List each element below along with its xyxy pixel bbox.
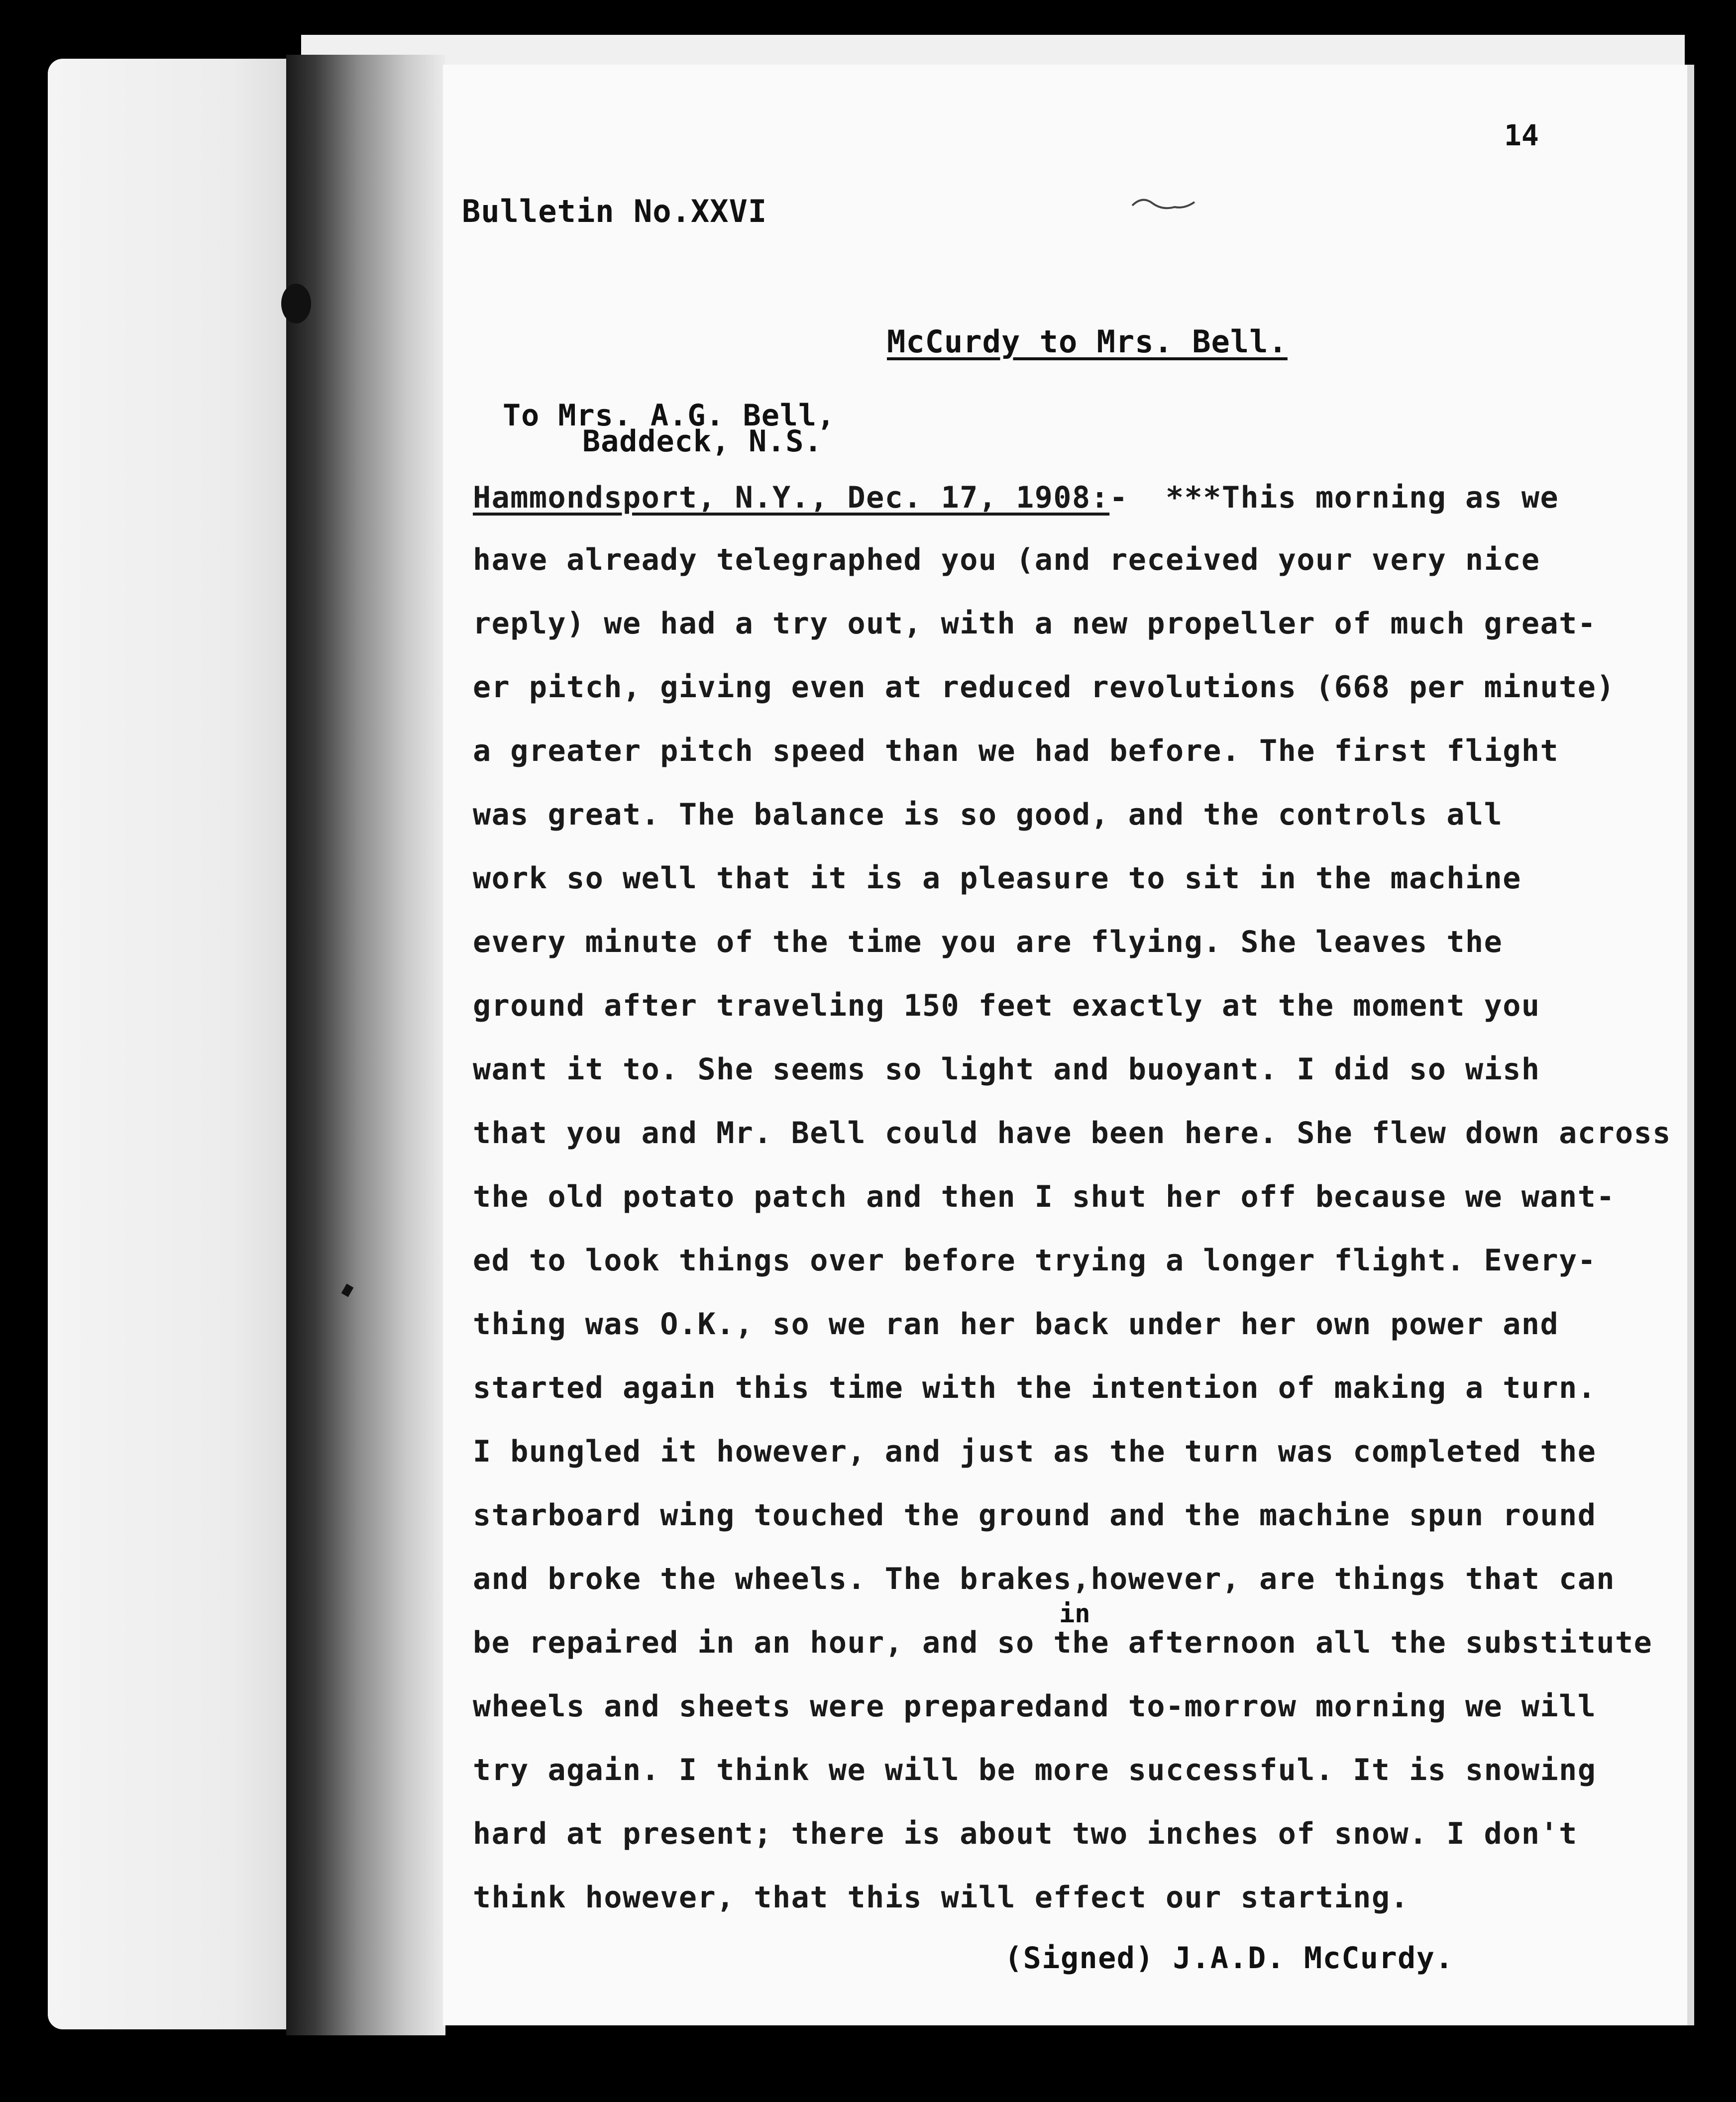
handwritten-insert: in [1059, 1599, 1090, 1629]
body-line-1 [473, 480, 1559, 515]
body-line-7: work so well that it is a pleasure to sit in the machine [473, 861, 1521, 896]
body-line-8: every minute of the time you are flying. She leaves the [473, 925, 1503, 959]
address-line-2: Baddeck, N.S. [582, 424, 823, 459]
body-line-18: and broke the wheels. The brakes,however, are things that can [473, 1562, 1616, 1596]
body-line-5: a greater pitch speed than we had before. The first flight [473, 734, 1559, 768]
pencil-mark [1130, 193, 1199, 218]
body-line-20: wheels and sheets were preparedand to-morrow morning we will [473, 1689, 1597, 1724]
dateline: Hammondsport, N.Y., Dec. 17, 1908: [473, 480, 1110, 515]
body-line-17: starboard wing touched the ground and the machine spun round [473, 1498, 1597, 1533]
body-line-23: think however, that this will effect our starting. [473, 1880, 1410, 1915]
body-line-11: that you and Mr. Bell could have been here. She flew down across [473, 1116, 1671, 1151]
page-number: 14 [1504, 118, 1539, 152]
body-line-21: try again. I think we will be more successful. It is snowing [473, 1753, 1597, 1787]
body-line-3: reply) we had a try out, with a new propeller of much great- [473, 606, 1597, 641]
body-line-12: the old potato patch and then I shut her off because we want- [473, 1179, 1616, 1214]
body-line-15: started again this time with the intention of making a turn. [473, 1370, 1597, 1405]
body-line-1-rest: - ***This morning as we [1109, 480, 1559, 515]
body-line-2: have already telegraphed you (and received your very nice [473, 542, 1540, 577]
body-line-9: ground after traveling 150 feet exactly at the moment you [473, 988, 1540, 1023]
body-line-10: want it to. She seems so light and buoyant. I did so wish [473, 1052, 1540, 1087]
address-line-1: To Mrs. A.G. Bell, [503, 398, 836, 433]
bulletin-heading: Bulletin No.XXVI [462, 193, 767, 229]
letter-title: McCurdy to Mrs. Bell. [887, 323, 1288, 360]
binding-shadow [286, 55, 445, 2035]
punch-hole [281, 284, 311, 323]
body-line-19: be repaired in an hour, and so the afternoon all the substitute [473, 1625, 1653, 1660]
body-line-4: er pitch, giving even at reduced revolutions (668 per minute) [473, 670, 1616, 705]
signature-line: (Signed) J.A.D. McCurdy. [1004, 1941, 1454, 1976]
body-line-22: hard at present; there is about two inches of snow. I don't [473, 1816, 1578, 1851]
body-line-6: was great. The balance is so good, and the controls all [473, 797, 1503, 832]
folded-page-flap [48, 59, 312, 2029]
body-line-13: ed to look things over before trying a longer flight. Every- [473, 1243, 1597, 1278]
body-line-14: thing was O.K., so we ran her back under her own power and [473, 1307, 1559, 1342]
body-line-16: I bungled it however, and just as the turn was completed the [473, 1434, 1597, 1469]
